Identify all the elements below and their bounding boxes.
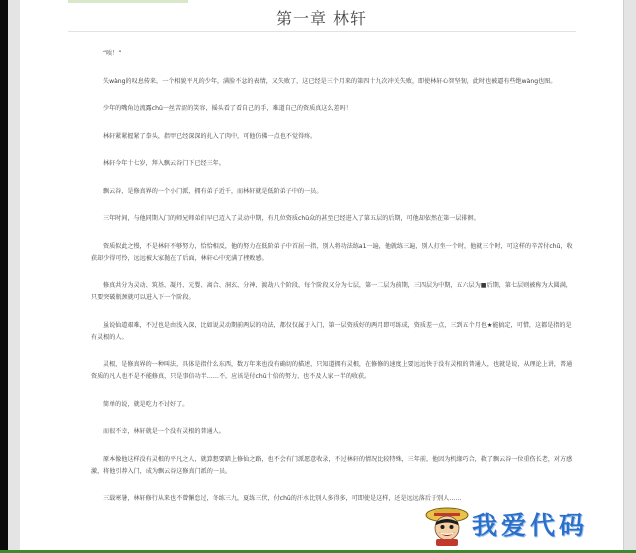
page-gutter-right (624, 0, 636, 553)
paragraph: 失wàng的叹息传来，一个相貌平凡的少年，满脸不忿的表情，又失败了，这已经是三个月来的第四十九次冲关失败，即使林轩心智坚韧，此时也被逼有些绝wàng也图。 (103, 77, 557, 85)
paragraph: 三年时间，与他同期入门的师兄师弟们早已迈入了灵动中期，有几位资质chū众的甚至已经进入了第五层的后期，可他却依然在第一层徘徊。 (103, 215, 480, 222)
paragraph: 飘云谷，是修真界的一个小门派，拥有弟子近千，而林轩就是低阶弟子中的一员。 (103, 187, 323, 195)
paragraph: 原本像他这样没有灵根的平凡之人，就算想要踏上修仙之路，也不会有门派愿意收录，不过林轩的情况比较特殊，三年前，他因为机缘巧合，救了飘云谷一位重伤长老，对方感激，将他引荐入门，成为飘云谷这修真门派的一员。 (91, 455, 573, 475)
paragraph: 虽说仙道艰难，不过也是由浅入深，比如说灵动期前两层的功法，都仅仅属于入门，第一层资质好的两月即可练成，资质差一点，三到五个月也★能搞定，可惜，这都是指的是有灵根的人。 (91, 321, 572, 341)
window-border-left (0, 0, 8, 553)
title-divider (68, 31, 576, 32)
watermark-logo (424, 502, 609, 546)
paragraph: “唉！” (103, 50, 122, 57)
paragraph: 资质似此之慢，不是林轩不够努力，恰恰相反，他的努力在低阶弟子中首屈一指，别人将功法练a1一遍，他就练三遍，别人打坐一个时，他就三个时，可这样的辛苦付chū，收获却少得可怜，远远被大家抛在了后面，林轩心中充满了挫败感。 (91, 242, 573, 262)
paragraph: 修真共分为灵动、筑基、凝丹、元婴、离合、洞玄、分神、渡劫八个阶段，每个阶段又分为七层，第一二层为前期，三四层为中期，五六层为■后期，第七层则被称为大圆满，只要突破瓶颈就可以进入下一个阶段。 (91, 282, 572, 301)
paragraph: 而很不幸，林轩就是一个没有灵根的普通人。 (103, 428, 225, 435)
chapter-body (91, 48, 573, 521)
luffy-avatar-icon (424, 502, 470, 546)
top-link-remnant (68, 0, 188, 3)
page-gutter-left (8, 0, 20, 553)
chapter-title: 第一章 林轩 (275, 9, 368, 28)
paragraph: 林轩紧紧握紧了拳头，指甲已经深深的扎入了肉中，可他仿佛一点也不觉得疼。 (103, 132, 317, 140)
paragraph: 灵根，是修真界的一种叫法，具体是指什么东西，数万年来也没有确切的描述，只知道拥有灵根，在修修的速度上要远远快于没有灵根的普通人，也就是说，从理论上讲，普通资质的凡人也不是不能修真，只是事倍功半……不，应该是付chū十倍的努力，也不及人家一半的收获。 (91, 361, 573, 380)
paragraph: 三载寒暑，林轩修行从来也不曾懈怠过，冬练三九，夏练三伏，付chū的汗水比别人多得多，可即使是这样，还是远远落后于别人…… (103, 495, 462, 502)
paragraph: 简单的说，就是吃力不讨好了。 (103, 400, 189, 408)
watermark-text: 我爱代码 (472, 511, 589, 540)
document-page (20, 0, 623, 550)
paragraph: 少年的嘴角边流露chū一丝苦涩的笑容，摇头看了看自己的手，难道自己的资质真这么差吗！ (103, 105, 352, 112)
paragraph: 林轩今年十七岁，拜入飘云谷门下已经三年。 (103, 160, 225, 167)
